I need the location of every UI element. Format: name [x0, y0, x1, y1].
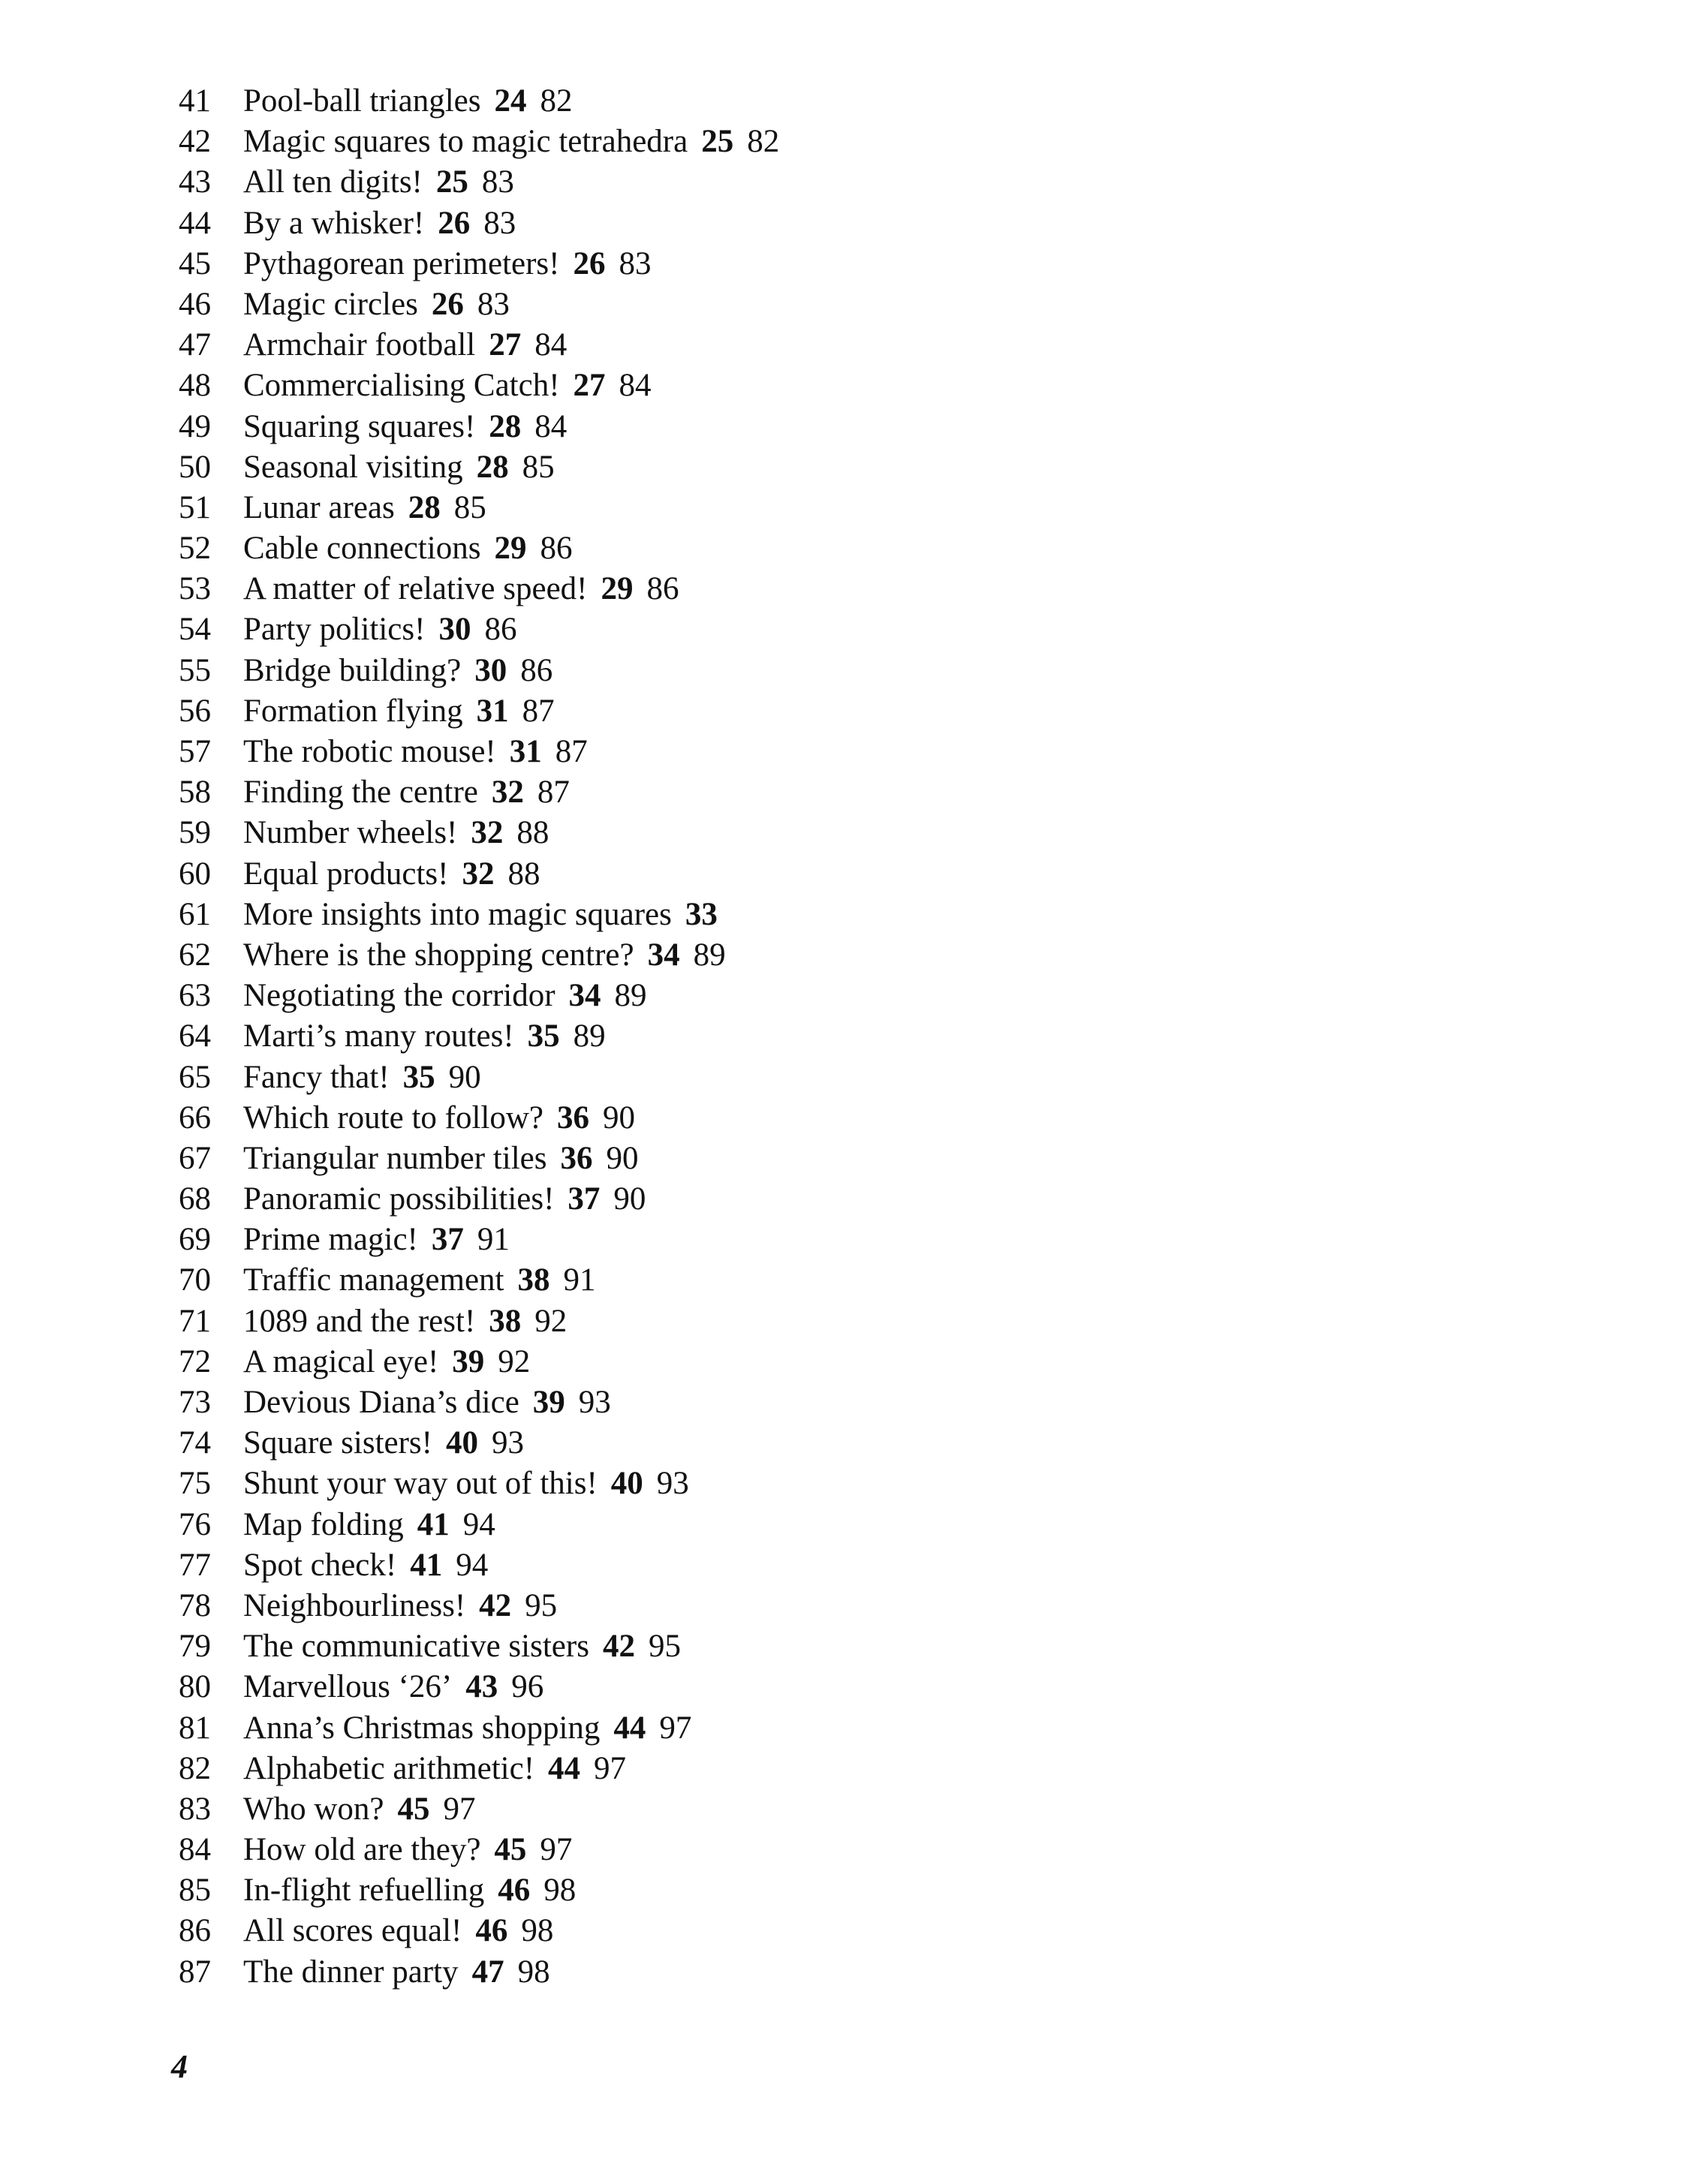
- puzzle-title: Which route to follow?: [243, 1100, 544, 1136]
- puzzle-number: 75: [179, 1466, 211, 1502]
- answer-page-number: 90: [606, 1140, 639, 1176]
- answer-page-number: 88: [516, 815, 549, 851]
- contents-entry: [179, 1911, 779, 1951]
- puzzle-title: Number wheels!: [243, 815, 458, 851]
- question-page-number: 47: [471, 1954, 504, 1990]
- contents-entry: [179, 162, 779, 203]
- puzzle-title: Spot check!: [243, 1547, 397, 1583]
- answer-page-number: 97: [594, 1750, 627, 1786]
- contents-entry: [179, 1505, 779, 1545]
- puzzle-number: 77: [179, 1547, 211, 1583]
- puzzle-title: Squaring squares!: [243, 408, 476, 444]
- question-page-number: 39: [452, 1343, 485, 1379]
- puzzle-title: Square sisters!: [243, 1425, 432, 1461]
- puzzle-number: 56: [179, 693, 211, 729]
- contents-entry: [179, 81, 779, 122]
- page-number: 4: [171, 2048, 188, 2085]
- answer-page-number: 93: [656, 1466, 689, 1502]
- answer-page-number: 97: [659, 1710, 692, 1746]
- puzzle-title: Negotiating the corridor: [243, 978, 555, 1014]
- question-page-number: 32: [471, 815, 504, 851]
- puzzle-title: Marvellous ‘26’: [243, 1669, 453, 1705]
- question-page-number: 40: [610, 1466, 643, 1502]
- question-page-number: 40: [445, 1425, 478, 1461]
- question-page-number: 45: [397, 1791, 430, 1827]
- puzzle-number: 53: [179, 571, 211, 607]
- puzzle-title: More insights into magic squares: [243, 896, 672, 932]
- question-page-number: 46: [475, 1913, 508, 1949]
- answer-page-number: 98: [543, 1873, 577, 1909]
- contents-entry: [179, 244, 779, 284]
- question-page-number: 32: [462, 856, 495, 892]
- answer-page-number: 84: [534, 327, 568, 363]
- answer-page-number: 89: [614, 978, 647, 1014]
- contents-entry: [179, 691, 779, 732]
- question-page-number: 26: [573, 245, 606, 281]
- answer-page-number: 90: [448, 1059, 481, 1095]
- answer-page-number: 84: [534, 408, 568, 444]
- puzzle-title: Panoramic possibilities!: [243, 1181, 555, 1217]
- answer-page-number: 90: [613, 1181, 646, 1217]
- question-page-number: 26: [438, 205, 471, 241]
- puzzle-number: 71: [179, 1303, 211, 1339]
- puzzle-number: 72: [179, 1343, 211, 1379]
- answer-page-number: 93: [578, 1385, 611, 1420]
- question-page-number: 41: [410, 1547, 443, 1583]
- question-page-number: 34: [568, 978, 601, 1014]
- answer-page-number: 95: [648, 1629, 681, 1665]
- contents-entry: [179, 1139, 779, 1179]
- puzzle-title: A matter of relative speed!: [243, 571, 588, 607]
- question-page-number: 43: [465, 1669, 498, 1705]
- question-page-number: 34: [647, 937, 680, 973]
- puzzle-title: The dinner party: [243, 1954, 459, 1990]
- contents-entry: [179, 1708, 779, 1749]
- question-page-number: 36: [557, 1100, 590, 1136]
- contents-entry: [179, 895, 779, 935]
- question-page-number: 25: [701, 124, 734, 160]
- question-page-number: 37: [431, 1222, 464, 1258]
- contents-entry: [179, 366, 779, 406]
- contents-entry: [179, 609, 779, 650]
- puzzle-title: 1089 and the rest!: [243, 1303, 476, 1339]
- puzzle-number: 54: [179, 612, 211, 648]
- puzzle-title: All ten digits!: [243, 164, 423, 200]
- puzzle-number: 86: [179, 1913, 211, 1949]
- contents-entry: [179, 447, 779, 488]
- puzzle-title: Who won?: [243, 1791, 384, 1827]
- contents-list: [179, 81, 779, 1993]
- question-page-number: 38: [489, 1303, 522, 1339]
- puzzle-title: Prime magic!: [243, 1222, 418, 1258]
- puzzle-number: 47: [179, 327, 211, 363]
- puzzle-title: Marti’s many routes!: [243, 1018, 514, 1054]
- puzzle-title: Fancy that!: [243, 1059, 390, 1095]
- contents-entry: [179, 1016, 779, 1057]
- contents-entry: [179, 1342, 779, 1382]
- answer-page-number: 94: [456, 1547, 489, 1583]
- question-page-number: 29: [601, 571, 634, 607]
- puzzle-title: Alphabetic arithmetic!: [243, 1750, 535, 1786]
- contents-entry: [179, 1870, 779, 1911]
- contents-entry: [179, 854, 779, 895]
- answer-page-number: 87: [522, 693, 555, 729]
- puzzle-title: Anna’s Christmas shopping: [243, 1710, 601, 1746]
- question-page-number: 25: [435, 164, 468, 200]
- contents-entry: [179, 1423, 779, 1464]
- puzzle-number: 84: [179, 1832, 211, 1868]
- puzzle-title: Traffic management: [243, 1262, 504, 1298]
- contents-entry: [179, 1830, 779, 1870]
- puzzle-number: 60: [179, 856, 211, 892]
- puzzle-title: Pythagorean perimeters!: [243, 245, 560, 281]
- answer-page-number: 86: [484, 612, 517, 648]
- puzzle-number: 48: [179, 368, 211, 404]
- contents-entry: [179, 1464, 779, 1504]
- puzzle-title: Equal products!: [243, 856, 449, 892]
- answer-page-number: 91: [477, 1222, 510, 1258]
- puzzle-title: Shunt your way out of this!: [243, 1466, 598, 1502]
- contents-entry: [179, 1260, 779, 1301]
- contents-entry: [179, 1586, 779, 1626]
- puzzle-number: 51: [179, 489, 211, 525]
- contents-entry: [179, 1626, 779, 1667]
- puzzle-number: 43: [179, 164, 211, 200]
- answer-page-number: 89: [573, 1018, 606, 1054]
- contents-entry: [179, 651, 779, 691]
- puzzle-title: The robotic mouse!: [243, 734, 496, 769]
- puzzle-number: 64: [179, 1018, 211, 1054]
- puzzle-number: 46: [179, 286, 211, 322]
- question-page-number: 28: [489, 408, 522, 444]
- puzzle-title: Magic squares to magic tetrahedra: [243, 124, 688, 160]
- contents-entry: [179, 1749, 779, 1789]
- puzzle-title: Party politics!: [243, 612, 426, 648]
- question-page-number: 31: [509, 734, 542, 769]
- puzzle-number: 79: [179, 1629, 211, 1665]
- question-page-number: 44: [613, 1710, 646, 1746]
- answer-page-number: 85: [522, 449, 555, 485]
- puzzle-number: 59: [179, 815, 211, 851]
- question-page-number: 46: [498, 1873, 531, 1909]
- question-page-number: 36: [560, 1140, 593, 1176]
- question-page-number: 28: [408, 489, 441, 525]
- question-page-number: 35: [527, 1018, 560, 1054]
- answer-page-number: 82: [540, 83, 573, 119]
- puzzle-title: Magic circles: [243, 286, 418, 322]
- contents-entry: [179, 488, 779, 528]
- puzzle-title: Lunar areas: [243, 489, 395, 525]
- puzzle-title: Formation flying: [243, 693, 463, 729]
- question-page-number: 39: [532, 1385, 565, 1420]
- contents-entry: [179, 1382, 779, 1423]
- answer-page-number: 96: [511, 1669, 544, 1705]
- puzzle-title: Map folding: [243, 1506, 404, 1542]
- question-page-number: 33: [685, 896, 718, 932]
- answer-page-number: 89: [693, 937, 726, 973]
- answer-page-number: 85: [453, 489, 486, 525]
- question-page-number: 26: [431, 286, 464, 322]
- contents-entry: [179, 813, 779, 853]
- answer-page-number: 98: [517, 1954, 550, 1990]
- answer-page-number: 97: [443, 1791, 476, 1827]
- question-page-number: 37: [568, 1181, 601, 1217]
- puzzle-title: Finding the centre: [243, 775, 478, 811]
- answer-page-number: 87: [555, 734, 588, 769]
- puzzle-title: Where is the shopping centre?: [243, 937, 634, 973]
- answer-page-number: 83: [481, 164, 514, 200]
- contents-entry: [179, 569, 779, 609]
- question-page-number: 32: [491, 775, 524, 811]
- answer-page-number: 98: [521, 1913, 554, 1949]
- answer-page-number: 86: [520, 652, 553, 688]
- answer-page-number: 93: [491, 1425, 524, 1461]
- question-page-number: 27: [489, 327, 522, 363]
- question-page-number: 28: [476, 449, 509, 485]
- puzzle-title: By a whisker!: [243, 205, 425, 241]
- puzzle-number: 85: [179, 1873, 211, 1909]
- puzzle-number: 49: [179, 408, 211, 444]
- contents-entry: [179, 203, 779, 244]
- question-page-number: 42: [602, 1629, 635, 1665]
- contents-entry: [179, 976, 779, 1016]
- contents-entry: [179, 732, 779, 772]
- puzzle-number: 44: [179, 205, 211, 241]
- contents-entry: [179, 122, 779, 162]
- answer-page-number: 83: [483, 205, 516, 241]
- puzzle-number: 42: [179, 124, 211, 160]
- puzzle-number: 76: [179, 1506, 211, 1542]
- puzzle-number: 67: [179, 1140, 211, 1176]
- puzzle-number: 81: [179, 1710, 211, 1746]
- contents-entry: [179, 1179, 779, 1220]
- puzzle-number: 41: [179, 83, 211, 119]
- puzzle-title: Bridge building?: [243, 652, 462, 688]
- answer-page-number: 83: [477, 286, 510, 322]
- puzzle-number: 63: [179, 978, 211, 1014]
- puzzle-number: 74: [179, 1425, 211, 1461]
- puzzle-number: 83: [179, 1791, 211, 1827]
- puzzle-number: 57: [179, 734, 211, 769]
- puzzle-title: Commercialising Catch!: [243, 368, 560, 404]
- puzzle-title: How old are they?: [243, 1832, 481, 1868]
- question-page-number: 29: [494, 531, 527, 567]
- question-page-number: 30: [438, 612, 471, 648]
- puzzle-number: 65: [179, 1059, 211, 1095]
- question-page-number: 44: [548, 1750, 581, 1786]
- puzzle-number: 69: [179, 1222, 211, 1258]
- puzzle-number: 80: [179, 1669, 211, 1705]
- question-page-number: 45: [494, 1832, 527, 1868]
- question-page-number: 24: [494, 83, 527, 119]
- puzzle-title: Cable connections: [243, 531, 481, 567]
- question-page-number: 27: [573, 368, 606, 404]
- puzzle-title: Triangular number tiles: [243, 1140, 547, 1176]
- puzzle-title: Devious Diana’s dice: [243, 1385, 519, 1420]
- question-page-number: 31: [476, 693, 509, 729]
- answer-page-number: 83: [619, 245, 652, 281]
- puzzle-number: 82: [179, 1750, 211, 1786]
- answer-page-number: 87: [537, 775, 570, 811]
- answer-page-number: 95: [525, 1587, 558, 1623]
- contents-entry: [179, 1667, 779, 1707]
- contents-entry: [179, 772, 779, 813]
- puzzle-title: In-flight refuelling: [243, 1873, 485, 1909]
- puzzle-title: Pool-ball triangles: [243, 83, 481, 119]
- puzzle-number: 62: [179, 937, 211, 973]
- contents-entry: [179, 284, 779, 325]
- puzzle-title: Armchair football: [243, 327, 476, 363]
- puzzle-number: 52: [179, 531, 211, 567]
- puzzle-title: Seasonal visiting: [243, 449, 463, 485]
- contents-entry: [179, 1098, 779, 1139]
- contents-entry: [179, 1057, 779, 1098]
- puzzle-number: 58: [179, 775, 211, 811]
- contents-entry: [179, 1952, 779, 1993]
- puzzle-number: 68: [179, 1181, 211, 1217]
- answer-page-number: 97: [540, 1832, 573, 1868]
- puzzle-number: 55: [179, 652, 211, 688]
- contents-entry: [179, 407, 779, 447]
- answer-page-number: 91: [563, 1262, 596, 1298]
- question-page-number: 30: [474, 652, 507, 688]
- answer-page-number: 92: [534, 1303, 568, 1339]
- puzzle-number: 87: [179, 1954, 211, 1990]
- question-page-number: 41: [417, 1506, 450, 1542]
- puzzle-number: 45: [179, 245, 211, 281]
- puzzle-number: 66: [179, 1100, 211, 1136]
- contents-entry: [179, 1545, 779, 1586]
- answer-page-number: 88: [507, 856, 540, 892]
- answer-page-number: 84: [619, 368, 652, 404]
- contents-entry: [179, 325, 779, 366]
- puzzle-number: 61: [179, 896, 211, 932]
- puzzle-title: A magical eye!: [243, 1343, 439, 1379]
- puzzle-title: Neighbourliness!: [243, 1587, 466, 1623]
- contents-entry: [179, 528, 779, 569]
- puzzle-number: 50: [179, 449, 211, 485]
- answer-page-number: 86: [540, 531, 573, 567]
- puzzle-title: All scores equal!: [243, 1913, 462, 1949]
- answer-page-number: 82: [747, 124, 780, 160]
- contents-entry: [179, 1789, 779, 1830]
- contents-entry: [179, 935, 779, 976]
- answer-page-number: 86: [646, 571, 679, 607]
- answer-page-number: 94: [462, 1506, 495, 1542]
- question-page-number: 35: [402, 1059, 435, 1095]
- answer-page-number: 92: [498, 1343, 531, 1379]
- question-page-number: 42: [479, 1587, 512, 1623]
- puzzle-number: 70: [179, 1262, 211, 1298]
- answer-page-number: 90: [603, 1100, 636, 1136]
- contents-entry: [179, 1301, 779, 1342]
- puzzle-number: 73: [179, 1385, 211, 1420]
- question-page-number: 38: [517, 1262, 550, 1298]
- contents-entry: [179, 1220, 779, 1260]
- puzzle-number: 78: [179, 1587, 211, 1623]
- puzzle-title: The communicative sisters: [243, 1629, 589, 1665]
